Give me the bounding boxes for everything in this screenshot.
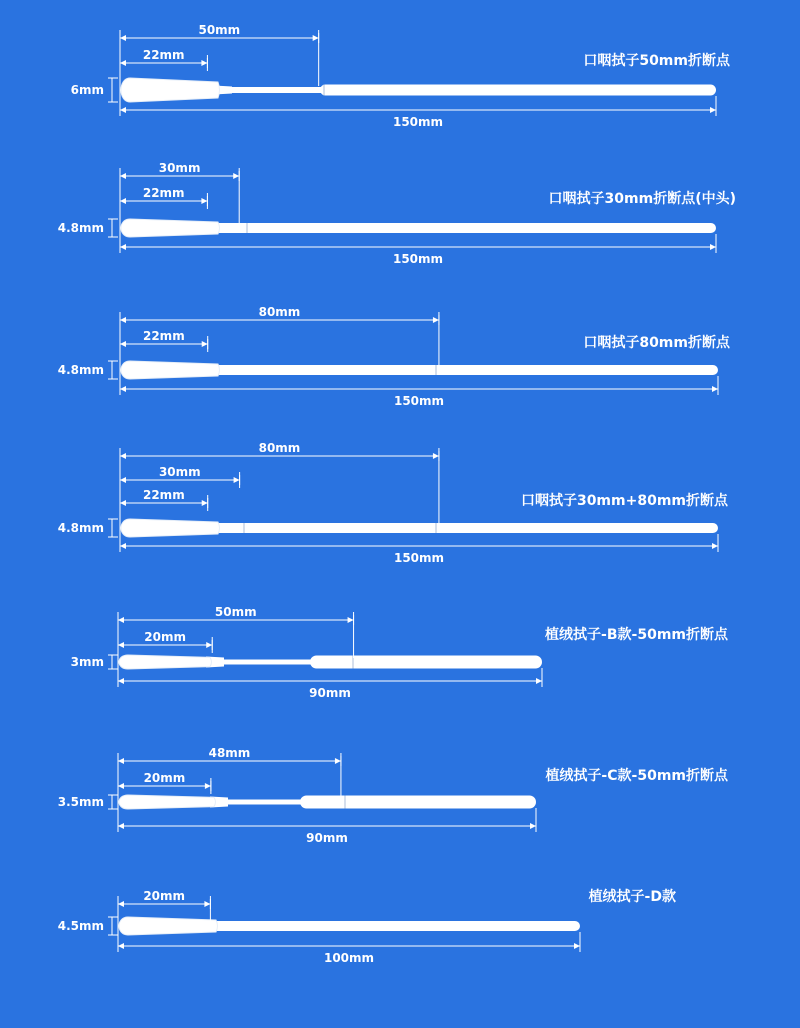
swab-6-dim-1-arrow-right bbox=[335, 758, 341, 764]
swab-1-title: 口咽拭子50mm折断点 bbox=[583, 53, 730, 69]
swab-2-dim-2-arrow-right bbox=[201, 198, 207, 204]
swab-1-total-arrow-right bbox=[710, 107, 716, 113]
swab-6-flocked-head bbox=[119, 795, 216, 809]
swab-5-title: 植绒拭子-B款-50mm折断点 bbox=[545, 627, 728, 643]
swab-2-dim-1-arrow-left bbox=[120, 173, 126, 179]
swab-1-dim-2-arrow-right bbox=[201, 60, 207, 66]
swab-2-total-label: 150mm bbox=[392, 252, 444, 266]
swab-6-dim-1-arrow-left bbox=[118, 758, 124, 764]
swab-5-dim-2-arrow-right bbox=[206, 642, 212, 648]
swab-4-dim-2-arrow-left bbox=[120, 477, 126, 483]
swab-7-dim-1-arrow-left bbox=[118, 901, 124, 907]
swab-6-total-arrow-right bbox=[530, 823, 536, 829]
swab-3-flocked-head bbox=[121, 361, 220, 379]
swab-2-flocked-head bbox=[121, 219, 220, 237]
swab-7-dim-1-arrow-right bbox=[204, 901, 210, 907]
swab-4-title: 口咽拭子30mm+80mm折断点 bbox=[520, 493, 728, 509]
swab-3-dim-2-arrow-left bbox=[120, 341, 126, 347]
swab-4-dim-1-label: 80mm bbox=[258, 441, 301, 455]
swab-4-dim-3-label: 22mm bbox=[142, 488, 185, 502]
swab-6-total-label: 90mm bbox=[306, 831, 348, 845]
swab-5-total-arrow-left bbox=[118, 678, 124, 684]
swab-2-dim-1-arrow-right bbox=[233, 173, 239, 179]
swab-7-title: 植绒拭子-D款 bbox=[588, 889, 676, 905]
swab-3-total-arrow-left bbox=[120, 386, 126, 392]
swab-6-total-arrow-left bbox=[118, 823, 124, 829]
swab-2-diameter-label: 4.8mm bbox=[57, 221, 104, 235]
swab-5-shaft bbox=[310, 656, 542, 669]
swab-1-shaft bbox=[320, 85, 716, 96]
swab-1-diameter-label: 6mm bbox=[70, 83, 104, 97]
swab-1-dim-2-arrow-left bbox=[120, 60, 126, 66]
swab-3-dim-2-arrow-right bbox=[202, 341, 208, 347]
swab-5-neck bbox=[210, 660, 312, 665]
swab-6-diameter-label: 3.5mm bbox=[57, 795, 104, 809]
swab-4-dim-1-arrow-left bbox=[120, 453, 126, 459]
swab-7-diameter-label: 4.5mm bbox=[57, 919, 104, 933]
swab-4-dim-2-arrow-right bbox=[234, 477, 240, 483]
swab-4-dim-1-arrow-right bbox=[433, 453, 439, 459]
swab-6-dim-1-label: 48mm bbox=[208, 746, 251, 760]
swab-5-dim-2-arrow-left bbox=[118, 642, 124, 648]
swab-4-total-label: 150mm bbox=[393, 551, 445, 565]
swab-5-diameter-label: 3mm bbox=[70, 655, 104, 669]
swab-3-total-label: 150mm bbox=[393, 394, 445, 408]
swab-6-shaft bbox=[300, 796, 536, 809]
swab-3-dim-1-arrow-right bbox=[433, 317, 439, 323]
swab-5-dim-1-arrow-left bbox=[118, 617, 124, 623]
swab-4-total-arrow-right bbox=[712, 543, 718, 549]
swab-2-dim-2-arrow-left bbox=[120, 198, 126, 204]
swab-5-total-label: 90mm bbox=[309, 686, 351, 700]
swab-4-dim-3-arrow-right bbox=[202, 500, 208, 506]
swab-7-total-arrow-left bbox=[118, 943, 124, 949]
swab-6-title: 植绒拭子-C款-50mm折断点 bbox=[545, 768, 728, 784]
swab-7-flocked-head bbox=[119, 917, 218, 935]
swab-7-shaft bbox=[212, 921, 580, 931]
swab-4-flocked-head bbox=[121, 519, 220, 537]
swab-4-diameter-label: 4.8mm bbox=[57, 521, 104, 535]
swab-7-total-label: 100mm bbox=[323, 951, 375, 965]
swab-3-dim-1-label: 80mm bbox=[258, 305, 301, 319]
swab-5-flocked-head bbox=[119, 655, 212, 669]
swab-4-dim-3-arrow-left bbox=[120, 500, 126, 506]
swab-5-dim-1-arrow-right bbox=[348, 617, 354, 623]
swab-3-diameter-label: 4.8mm bbox=[57, 363, 104, 377]
swab-3-dim-2-label: 22mm bbox=[142, 329, 185, 343]
swab-2-dim-1-label: 30mm bbox=[158, 161, 201, 175]
swab-1-dim-1-arrow-left bbox=[120, 35, 126, 41]
swab-4-dim-2-label: 30mm bbox=[158, 465, 201, 479]
swab-5-dim-2-label: 20mm bbox=[144, 630, 186, 644]
swab-3-shaft bbox=[214, 365, 718, 375]
swab-2-dim-2-label: 22mm bbox=[142, 186, 185, 200]
swab-2-title: 口咽拭子30mm折断点(中头) bbox=[548, 191, 736, 207]
swab-5-dim-1-label: 50mm bbox=[214, 605, 257, 619]
swab-5-total-arrow-right bbox=[536, 678, 542, 684]
swab-3-dim-1-arrow-left bbox=[120, 317, 126, 323]
swab-6-dim-2-arrow-right bbox=[205, 783, 211, 789]
swab-6-dim-2-arrow-left bbox=[118, 783, 124, 789]
swab-3-title: 口咽拭子80mm折断点 bbox=[583, 335, 730, 351]
swab-1-dim-2-label: 22mm bbox=[142, 48, 185, 62]
swab-3-total-arrow-right bbox=[712, 386, 718, 392]
swab-7-dim-1-label: 20mm bbox=[143, 889, 186, 903]
swab-4-total-arrow-left bbox=[120, 543, 126, 549]
swab-1-total-arrow-left bbox=[120, 107, 126, 113]
swab-1-dim-1-label: 50mm bbox=[198, 23, 241, 37]
swab-1-total-label: 150mm bbox=[392, 115, 444, 129]
swab-2-total-arrow-left bbox=[120, 244, 126, 250]
swab-1-dim-1-arrow-right bbox=[313, 35, 319, 41]
swab-2-total-arrow-right bbox=[710, 244, 716, 250]
swab-4-shaft bbox=[214, 523, 718, 533]
swab-2-shaft bbox=[214, 223, 716, 233]
swab-6-dim-2-label: 20mm bbox=[143, 771, 186, 785]
swab-7-total-arrow-right bbox=[574, 943, 580, 949]
swab-1-flocked-head bbox=[121, 78, 220, 102]
